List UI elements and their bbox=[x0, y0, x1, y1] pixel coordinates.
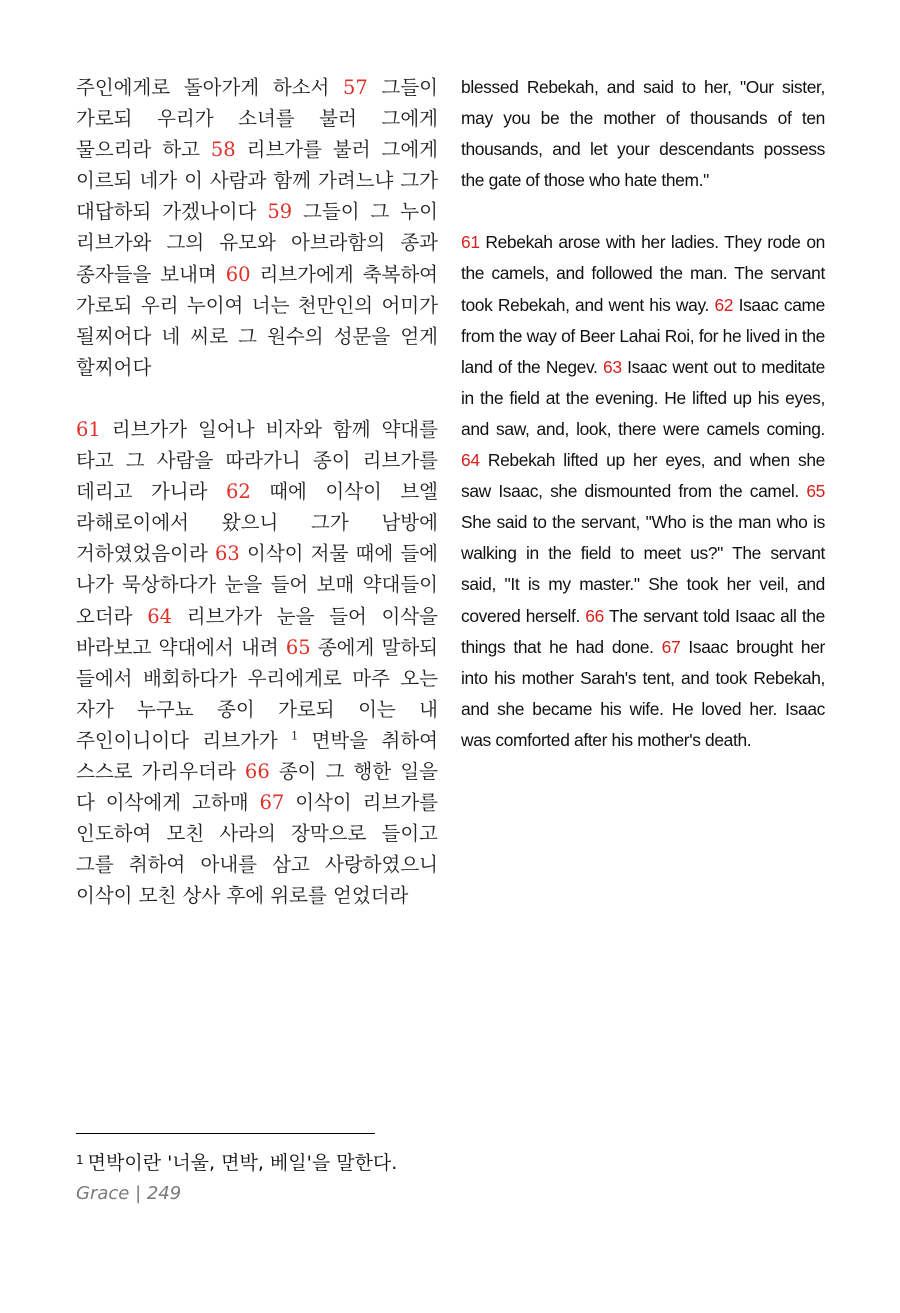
english-paragraph bbox=[461, 72, 825, 196]
verse-text: Isaac came from the way of Beer Lahai Roi, for he lived in the land of the Negev. bbox=[461, 294, 825, 377]
footnote-divider bbox=[76, 1133, 375, 1134]
verse-number: 61 bbox=[76, 417, 101, 441]
verse-text: 면박을 취하여 스스로 가리우더라 bbox=[76, 728, 438, 783]
verse-number: 63 bbox=[215, 542, 240, 566]
verse-text: 때에 이삭이 브엘 라해로이에서 왔으니 그가 남방에 거하였었음이라 bbox=[76, 480, 438, 566]
verse-number: 61 bbox=[461, 232, 480, 253]
verse-number: 62 bbox=[225, 480, 251, 504]
english-paragraph bbox=[461, 227, 825, 756]
verse-number: 59 bbox=[267, 200, 293, 224]
verse-number: 65 bbox=[806, 481, 825, 502]
verse-text: She said to the servant, "Who is the man who is walking in the field to meet us?" The servant said, "It is my master." She took her veil, and covered herself. bbox=[461, 512, 825, 626]
verse-text: 리브가가 눈을 들어 이삭을 바라보고 약대에서 내려 bbox=[76, 604, 438, 659]
verse-text: 리브가를 불러 그에게 이르되 네가 이 사람과 함께 가려느냐 그가 대답하되 가겠나이다 bbox=[76, 138, 438, 224]
verse-text: 이삭이 저물 때에 들에 나가 묵상하다가 눈을 들어 보매 약대들이 오더라 bbox=[76, 542, 438, 628]
verse-text: 주인에게로 돌아가게 하소서 bbox=[76, 76, 343, 99]
korean-column bbox=[76, 72, 438, 942]
verse-text: 리브가에게 축복하여 가로되 우리 누이여 너는 천만인의 어미가 될찌어다 네 씨로 그 원수의 성문을 얻게 할찌어다 bbox=[76, 262, 438, 379]
verse-text: Rebekah arose with her ladies. They rode on the camels, and followed the man. The servant took Rebekah, and went his way. bbox=[461, 232, 825, 315]
korean-paragraph bbox=[76, 414, 438, 912]
english-column bbox=[461, 72, 825, 787]
verse-number: 67 bbox=[661, 636, 681, 657]
verse-text: Rebekah lifted up her eyes, and when she saw Isaac, she dismounted from the camel. bbox=[461, 450, 825, 502]
page-footer: Grace | 249 bbox=[76, 1183, 182, 1204]
footnote-marker: 1 bbox=[76, 1153, 84, 1167]
korean-paragraph bbox=[76, 72, 438, 383]
verse-text: 종이 그 행한 일을 다 이삭에게 고하매 bbox=[76, 759, 439, 815]
verse-text: Isaac brought her into his mother Sarah's tent, and took Rebekah, and she became his wife. He loved her. Isaac was comforted after his mother's death. bbox=[461, 636, 825, 750]
verse-text: 그들이 그 누이 리브가와 그의 유모와 아브라함의 종과 종자들을 보내며 bbox=[76, 200, 438, 286]
verse-text: 그들이 가로되 우리가 소녀를 불러 그에게 물으리라 하고 bbox=[76, 76, 438, 162]
verse-number: 60 bbox=[225, 262, 251, 286]
verse-number: 57 bbox=[343, 76, 368, 99]
verse-number: 64 bbox=[461, 450, 480, 471]
verse-text: Isaac went out to meditate in the field at the evening. He lifted up his eyes, and saw, and, look, there were camels coming. bbox=[461, 356, 826, 439]
verse-text: 이삭이 리브가를 인도하여 모친 사라의 장막으로 들이고 그를 취하여 아내를 삼고 사랑하였으니 이삭이 모친 상사 후에 위로를 얻었더라 bbox=[76, 791, 438, 908]
verse-text: 리브가가 일어나 비자와 함께 약대를 타고 그 사람을 따라가니 종이 리브가를 데리고 가니라 bbox=[76, 417, 438, 504]
verse-number: 63 bbox=[603, 356, 622, 377]
verse-number: 66 bbox=[244, 759, 270, 783]
footnote-text: 면박이란 '너울, 면박, 베일'을 말한다. bbox=[87, 1152, 398, 1174]
verse-number: 64 bbox=[147, 604, 173, 628]
verse-text: 종에게 말하되 들에서 배회하다가 우리에게로 마주 오는 자가 누구뇨 종이 가로되 이는 내 주인이니이다 리브가가 bbox=[76, 635, 439, 752]
footnote-reference[interactable]: 1 bbox=[291, 729, 299, 743]
footnote bbox=[76, 1148, 776, 1175]
verse-text: The servant told Isaac all the things that he had done. bbox=[461, 605, 825, 657]
verse-number: 66 bbox=[585, 605, 604, 626]
verse-number: 58 bbox=[210, 138, 236, 162]
verse-number: 67 bbox=[259, 791, 285, 815]
verse-text: blessed Rebekah, and said to her, "Our sister, may you be the mother of thousands of ten thousands, and let your descendants possess the gate of those who hate them." bbox=[461, 77, 825, 191]
verse-number: 65 bbox=[285, 635, 311, 659]
verse-number: 62 bbox=[714, 294, 734, 315]
